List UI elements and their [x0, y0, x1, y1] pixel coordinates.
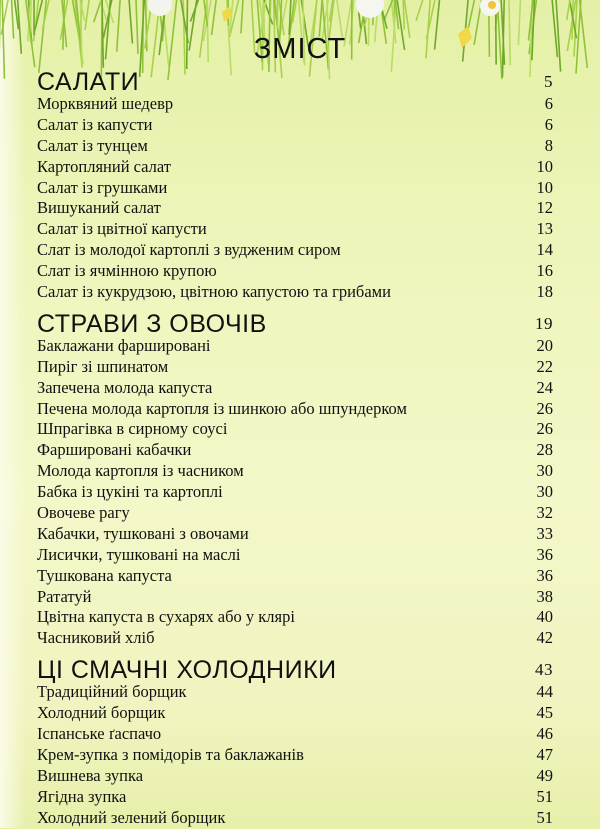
entry-title: Традиційний борщик: [37, 682, 187, 703]
toc-entry[interactable]: [37, 440, 553, 461]
entry-page-number: 51: [537, 787, 554, 808]
entry-title: Холодний зелений борщик: [37, 808, 225, 829]
flower: [148, 0, 172, 16]
entry-title: Рататуй: [37, 587, 91, 608]
toc-entry[interactable]: [37, 482, 553, 503]
grass-blade: [241, 0, 243, 33]
entry-page-number: 47: [537, 745, 554, 766]
entry-title: Пиріг зі шпинатом: [37, 357, 168, 378]
toc-entry[interactable]: [37, 399, 553, 420]
entry-page-number: 24: [537, 378, 554, 399]
entry-title: Салат із цвітної капусти: [37, 219, 207, 240]
toc-entry[interactable]: [37, 566, 553, 587]
section-heading: ЦІ СМАЧНІ ХОЛОДНИКИ: [37, 658, 337, 682]
section-heading: СТРАВИ З ОВОЧІВ: [37, 312, 267, 336]
toc-entry[interactable]: [37, 198, 553, 219]
entry-title: Морквяний шедевр: [37, 94, 173, 115]
entry-page-number: 12: [537, 198, 554, 219]
entry-page-number: 46: [537, 724, 554, 745]
grass-blade: [567, 0, 570, 20]
entry-page-number: 22: [537, 357, 554, 378]
toc-section: [37, 70, 553, 303]
entry-title: Салат із капусти: [37, 115, 152, 136]
section-heading: САЛАТИ: [37, 70, 139, 94]
entry-title: Баклажани фаршировані: [37, 336, 211, 357]
entry-page-number: 38: [537, 587, 554, 608]
toc-entry[interactable]: [37, 724, 553, 745]
toc-section: [37, 658, 553, 828]
toc-entry[interactable]: [37, 419, 553, 440]
toc-entry[interactable]: [37, 682, 553, 703]
grass-blade: [319, 0, 322, 37]
toc-entry[interactable]: [37, 524, 553, 545]
entry-title: Салат із грушками: [37, 178, 167, 199]
section-page-number: 19: [535, 312, 553, 336]
section-heading-row[interactable]: [37, 70, 553, 94]
entry-page-number: 18: [537, 282, 554, 303]
toc-entry[interactable]: [37, 628, 553, 649]
entry-page-number: 32: [537, 503, 554, 524]
toc-entry[interactable]: [37, 357, 553, 378]
toc-entry[interactable]: [37, 94, 553, 115]
toc-section: [37, 312, 553, 649]
toc-entry[interactable]: [37, 545, 553, 566]
grass-blade: [212, 0, 217, 35]
toc-entry[interactable]: [37, 808, 553, 829]
toc-entry[interactable]: [37, 703, 553, 724]
section-heading-row[interactable]: [37, 658, 553, 682]
page-edge-shadow: [0, 0, 26, 828]
entry-page-number: 40: [537, 607, 554, 628]
entry-title: Вишнева зупка: [37, 766, 143, 787]
entry-page-number: 13: [537, 219, 554, 240]
entry-title: Вишуканий салат: [37, 198, 161, 219]
toc-entry[interactable]: [37, 766, 553, 787]
entry-page-number: 26: [537, 419, 554, 440]
entry-title: Печена молода картопля із шинкою або шпундерком: [37, 399, 407, 420]
entry-page-number: 6: [545, 115, 553, 136]
toc-entry[interactable]: [37, 282, 553, 303]
entry-title: Цвітна капуста в сухарях або у клярі: [37, 607, 295, 628]
toc-entry[interactable]: [37, 219, 553, 240]
grass-blade: [403, 0, 404, 29]
entry-title: Лисички, тушковані на маслі: [37, 545, 240, 566]
toc-entry[interactable]: [37, 745, 553, 766]
entry-title: Слат із ячмінною крупою: [37, 261, 217, 282]
toc-entry[interactable]: [37, 587, 553, 608]
entry-page-number: 28: [537, 440, 554, 461]
entry-title: Картопляний салат: [37, 157, 171, 178]
entry-title: Холодний борщик: [37, 703, 165, 724]
entry-page-number: 14: [537, 240, 554, 261]
entry-page-number: 8: [545, 136, 553, 157]
toc-entry[interactable]: [37, 787, 553, 808]
toc-entry[interactable]: [37, 261, 553, 282]
section-page-number: 5: [544, 70, 553, 94]
entry-title: Овочеве рагу: [37, 503, 130, 524]
toc-entry[interactable]: [37, 157, 553, 178]
toc-entry[interactable]: [37, 607, 553, 628]
grass-blade: [384, 0, 393, 20]
entry-page-number: 30: [537, 461, 554, 482]
grass-blade: [94, 0, 102, 22]
toc-entry[interactable]: [37, 115, 553, 136]
entry-title: Крем-зупка з помідорів та баклажанів: [37, 745, 304, 766]
toc-entry[interactable]: [37, 178, 553, 199]
grass-blade: [416, 0, 423, 21]
entry-page-number: 10: [537, 178, 554, 199]
toc-entry[interactable]: [37, 240, 553, 261]
toc-entry[interactable]: [37, 136, 553, 157]
toc-entry[interactable]: [37, 461, 553, 482]
entry-page-number: 10: [537, 157, 554, 178]
page-title: ЗМІСТ: [0, 33, 600, 66]
entry-page-number: 33: [537, 524, 554, 545]
entry-title: Салат із кукрудзою, цвітною капустою та грибами: [37, 282, 391, 303]
entry-title: Іспанське ґаспачо: [37, 724, 161, 745]
entry-page-number: 20: [537, 336, 554, 357]
flower: [356, 0, 384, 18]
entry-title: Часниковий хліб: [37, 628, 155, 649]
section-page-number: 43: [535, 658, 553, 682]
section-heading-row[interactable]: [37, 312, 553, 336]
entry-title: Фаршировані кабачки: [37, 440, 191, 461]
entry-page-number: 6: [545, 94, 553, 115]
entry-title: Тушкована капуста: [37, 566, 172, 587]
entry-page-number: 30: [537, 482, 554, 503]
entry-title: Кабачки, тушковані з овочами: [37, 524, 249, 545]
entry-title: Салат із тунцем: [37, 136, 148, 157]
entry-title: Шпрагівка в сирному соусі: [37, 419, 227, 440]
entry-page-number: 51: [537, 808, 554, 829]
entry-title: Запечена молода капуста: [37, 378, 212, 399]
entry-page-number: 26: [537, 399, 554, 420]
entry-page-number: 16: [537, 261, 554, 282]
table-of-contents: [37, 70, 553, 829]
entry-page-number: 44: [537, 682, 554, 703]
entry-title: Молода картопля із часником: [37, 461, 244, 482]
entry-title: Слат із молодої картоплі з вудженим сиром: [37, 240, 341, 261]
entry-page-number: 42: [537, 628, 554, 649]
grass-blade: [468, 0, 474, 28]
entry-page-number: 36: [537, 566, 554, 587]
toc-entry[interactable]: [37, 378, 553, 399]
entry-page-number: 49: [537, 766, 554, 787]
toc-entry[interactable]: [37, 336, 553, 357]
entry-page-number: 45: [537, 703, 554, 724]
grass-blade: [85, 0, 89, 30]
toc-entry[interactable]: [37, 503, 553, 524]
entry-title: Ягідна зупка: [37, 787, 126, 808]
entry-page-number: 36: [537, 545, 554, 566]
entry-title: Бабка із цукіні та картоплі: [37, 482, 223, 503]
